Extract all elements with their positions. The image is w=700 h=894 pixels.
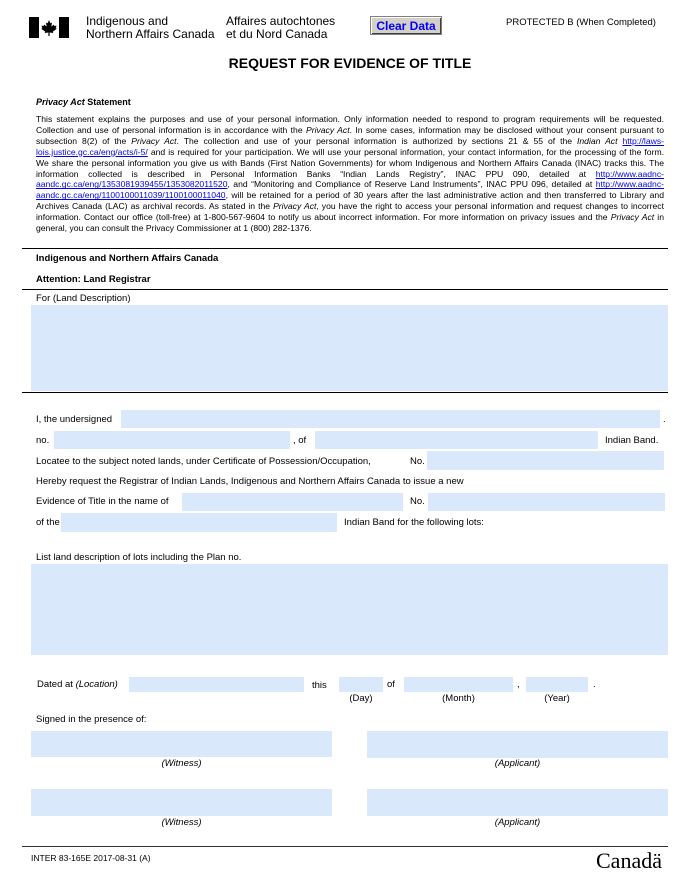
dept-fr-line2: et du Nord Canada	[226, 27, 328, 41]
privacy-text: . In some cases, information may be disclosed without your consent pursuant to subsection 8(2) of the	[36, 124, 664, 146]
privacy-text: This statement explains the purposes and use of your personal information. Only information needed to respond to program requirements will be requested. Collection and use of personal information is in accordance with the	[36, 114, 664, 135]
privacy-text: , will be retained for a period of 30 years after the last administrative action and then transferred to Library and Archives Canada (LAC) as archival records. As stated in the	[36, 190, 664, 212]
witness-2-caption: (Witness)	[161, 817, 202, 828]
date-comma: ,	[517, 679, 520, 690]
privacy-text: in general, you can consult the Privacy Commissioner at 1 (800) 282-1376.	[36, 212, 664, 234]
evidence-number-field[interactable]	[428, 493, 665, 511]
lots-description-field[interactable]	[31, 564, 668, 655]
land-description-field[interactable]	[31, 305, 668, 391]
privacy-heading-act: Privacy Act	[36, 97, 85, 107]
locatee-label: Locatee to the subject noted lands, under Certificate of Possession/Occupation,	[36, 456, 371, 467]
privacy-text: . The collection and use of your personal information is authorized by sections 21 & 55 of the	[176, 135, 578, 146]
day-caption: (Day)	[349, 693, 373, 704]
signed-presence-label: Signed in the presence of:	[36, 714, 147, 725]
privacy-act-ref: Privacy Act	[131, 135, 177, 146]
page-title: REQUEST FOR EVIDENCE OF TITLE	[228, 55, 472, 71]
divider	[22, 392, 668, 393]
protected-level: B	[567, 17, 574, 28]
certificate-number-field[interactable]	[427, 451, 664, 470]
dept-en-line1: Indigenous and	[86, 14, 169, 28]
of-the-label: of the	[36, 517, 60, 528]
applicant-1-field[interactable]	[367, 731, 668, 758]
registry-number-field[interactable]	[54, 431, 290, 449]
year-field[interactable]	[526, 677, 588, 692]
evidence-name-field[interactable]	[182, 493, 403, 511]
of-label: , of	[293, 435, 307, 446]
applicant-2-caption: (Applicant)	[494, 817, 541, 828]
footer-divider	[22, 846, 668, 847]
divider	[22, 248, 668, 249]
year-caption: (Year)	[544, 693, 570, 704]
band-name-field[interactable]	[315, 431, 598, 449]
this-label: this	[312, 680, 327, 691]
month-caption: (Month)	[442, 693, 475, 704]
dated-at-text: Dated at	[37, 679, 73, 690]
privacy-act-ref: Privacy Act	[305, 124, 350, 135]
dept-fr-line1: Affaires autochtones	[226, 14, 336, 28]
clear-data-button[interactable]: Clear Data	[370, 16, 442, 35]
divider	[22, 289, 668, 290]
date-period: .	[593, 679, 596, 690]
of-the-band-field[interactable]	[61, 513, 337, 532]
applicant-1-caption: (Applicant)	[494, 758, 541, 769]
indian-lands-registry-link[interactable]: http://www.aadnc-aandc.gc.ca/eng/1353081939455/1353082011520	[36, 168, 664, 190]
canada-flag-icon	[29, 17, 69, 38]
canada-wordmark: Canadä	[596, 848, 662, 873]
protected-note: (When Completed)	[576, 17, 656, 28]
privacy-heading	[36, 97, 131, 107]
department-name-french	[226, 15, 335, 41]
of-month-label: of	[387, 679, 395, 690]
land-description-label: For (Land Description)	[36, 293, 131, 304]
protected-label	[506, 17, 656, 28]
witness-1-field[interactable]	[31, 731, 332, 757]
privacy-statement	[36, 114, 664, 234]
reserve-land-instruments-link[interactable]: http://www.aadnc-aandc.gc.ca/eng/1100100011039/1100100011040	[36, 179, 664, 201]
dept-en-line2: Northern Affairs Canada	[86, 27, 215, 41]
privacy-heading-rest: Statement	[84, 97, 131, 107]
indian-band-label: Indian Band.	[605, 435, 659, 446]
no-label: no.	[36, 435, 50, 446]
indian-act-ref: Indian Act	[577, 135, 618, 146]
day-field[interactable]	[339, 677, 383, 692]
form-identifier: INTER 83-165E 2017-08-31 (A)	[31, 853, 151, 863]
month-field[interactable]	[404, 677, 513, 692]
evidence-no-label: No.	[410, 496, 425, 507]
cp-no-label: No.	[410, 456, 425, 467]
hereby-request-text: Hereby request the Registrar of Indian Lands, Indigenous and Northern Affairs Canada to issue a new	[36, 476, 464, 487]
addressee-org: Indigenous and Northern Affairs Canada	[36, 253, 219, 264]
witness-1-caption: (Witness)	[161, 758, 202, 769]
location-field[interactable]	[129, 677, 304, 692]
privacy-act-ref: Privacy Act	[273, 201, 317, 212]
location-hint: (Location)	[75, 679, 118, 690]
undersigned-name-field[interactable]	[121, 410, 660, 428]
band-lots-label: Indian Band for the following lots:	[344, 517, 484, 528]
protected-text: PROTECTED	[506, 17, 565, 28]
lots-label: List land description of lots including the Plan no.	[36, 552, 242, 563]
department-name-english	[86, 15, 215, 41]
undersigned-label: I, the undersigned	[36, 414, 113, 425]
privacy-text: , and “Monitoring and Compliance of Reserve Land Instruments”, INAC PPU 096, detailed at	[227, 179, 596, 190]
addressee-attention: Attention: Land Registrar	[36, 274, 151, 285]
evidence-name-label: Evidence of Title in the name of	[36, 496, 169, 507]
privacy-act-ref: Privacy Act	[610, 212, 655, 223]
applicant-2-field[interactable]	[367, 789, 668, 816]
privacy-text: , you have the right to access your personal information and request changes to incorrect information. Contact our office (toll-free) at 1-800-567-9604 to notify us about incorrect information. For more information on privacy issues and the	[36, 201, 664, 223]
dated-at-label	[37, 679, 118, 690]
privacy-text: and is required for your participation. We will use your personal information, your contact information, for the processing of the form. We share the personal information you give us with Bands (First Nation Governments) for whom Indigenous and Northern Affairs Canada (INAC) tracks this. The information collected is described in Personal Information Banks “Indian Lands Registry”, INAC PPU 090, detailed at	[36, 146, 664, 179]
witness-2-field[interactable]	[31, 789, 332, 816]
undersigned-period: .	[663, 414, 666, 425]
indian-act-link[interactable]: http://laws-lois.justice.gc.ca/eng/acts/i-5/	[36, 135, 664, 157]
